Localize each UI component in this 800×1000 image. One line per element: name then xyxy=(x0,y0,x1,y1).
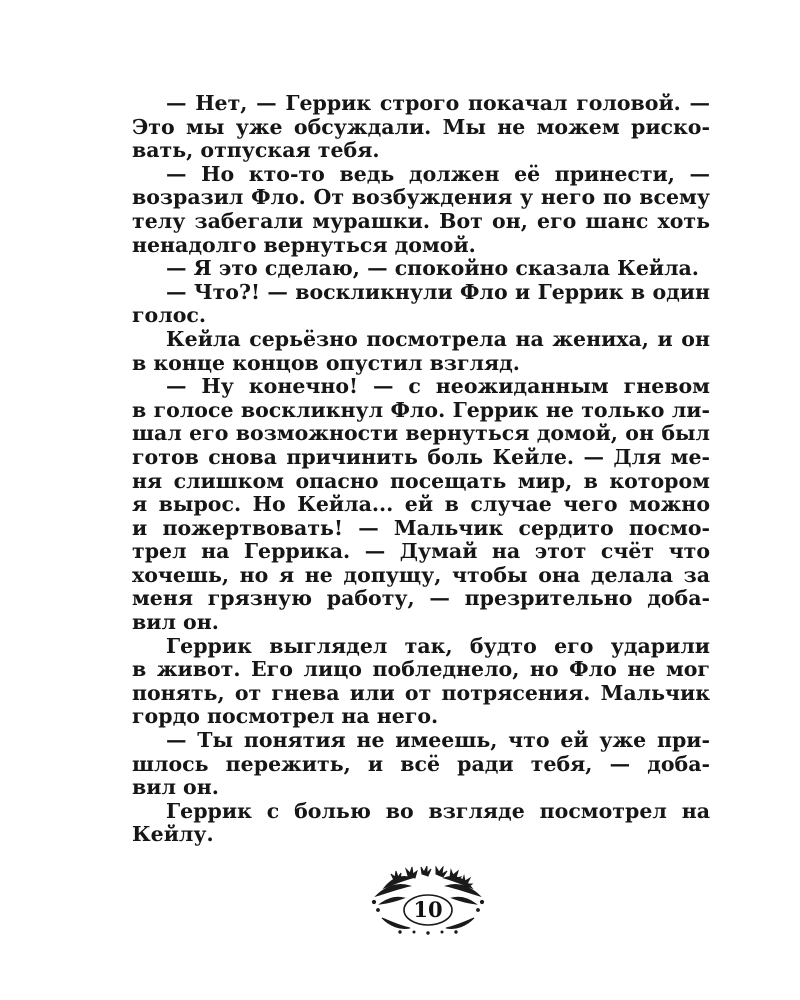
text-line: — Я это сделаю, — спокойно сказала Кейла. xyxy=(166,256,699,281)
text-line: телу забегали мурашки. Вот он, его шанс хоть xyxy=(132,208,710,233)
text-line: Геррик выглядел так, будто его ударили xyxy=(166,633,710,658)
text-line: — Но кто-то ведь должен её принести, — xyxy=(166,161,710,186)
text-line: готов снова причинить боль Кейле. — Для ме- xyxy=(132,444,710,469)
text-line: в голосе воскликнул Фло. Геррик не только ли- xyxy=(132,397,710,422)
text-line: — Что?! — воскликнули Фло и Геррик в один xyxy=(166,279,710,304)
text-line: трел на Геррика. — Думай на этот счёт что xyxy=(132,539,710,564)
text-line: хочешь, но я не допущу, чтобы она делала за xyxy=(132,562,710,587)
text-line: голос. xyxy=(132,303,206,328)
text-line: — Ты понятия не имеешь, что ей уже при- xyxy=(166,728,710,753)
text-line: понять, от гнева или от потрясения. Мальчик xyxy=(132,680,710,705)
text-line: — Нет, — Геррик строго покачал головой. — xyxy=(166,91,710,115)
text-line: ня слишком опасно посещать мир, в котором xyxy=(132,468,710,493)
text-line: и пожертвовать! — Мальчик сердито посмо- xyxy=(132,515,710,540)
text-line: шал его возможности вернуться домой, он был xyxy=(132,421,710,446)
text-line: я вырос. Но Кейла... ей в случае чего можно xyxy=(132,492,710,517)
page-number: 10 xyxy=(413,897,443,922)
text-line: Геррик с болью во взгляде посмотрел на xyxy=(166,798,710,823)
text-line: Это мы уже обсуждали. Мы не можем риско- xyxy=(132,114,710,139)
body-text xyxy=(132,92,710,847)
text-line: — Ну конечно! — с неожиданным гневом xyxy=(166,374,710,399)
text-line: вил он. xyxy=(132,610,219,635)
text-line: шлось пережить, и всё ради тебя, — доба- xyxy=(132,751,710,776)
text-line: Кейла серьёзно посмотрела на жениха, и он xyxy=(166,326,710,351)
text-line: в живот. Его лицо побледнело, но Фло не мог xyxy=(132,657,710,682)
text-line: Кейлу. xyxy=(132,822,214,847)
text-line: в конце концов опустил взгляд. xyxy=(132,350,520,375)
text-line: возразил Фло. От возбуждения у него по всему xyxy=(132,185,710,210)
text-line: меня грязную работу, — презрительно доба- xyxy=(132,586,710,611)
text-line: вил он. xyxy=(132,775,219,800)
text-line: вать, отпуская тебя. xyxy=(132,138,380,163)
page-folio xyxy=(370,866,486,936)
text-line: гордо посмотрел на него. xyxy=(132,704,439,729)
text-line: ненадолго вернуться домой. xyxy=(132,232,476,257)
